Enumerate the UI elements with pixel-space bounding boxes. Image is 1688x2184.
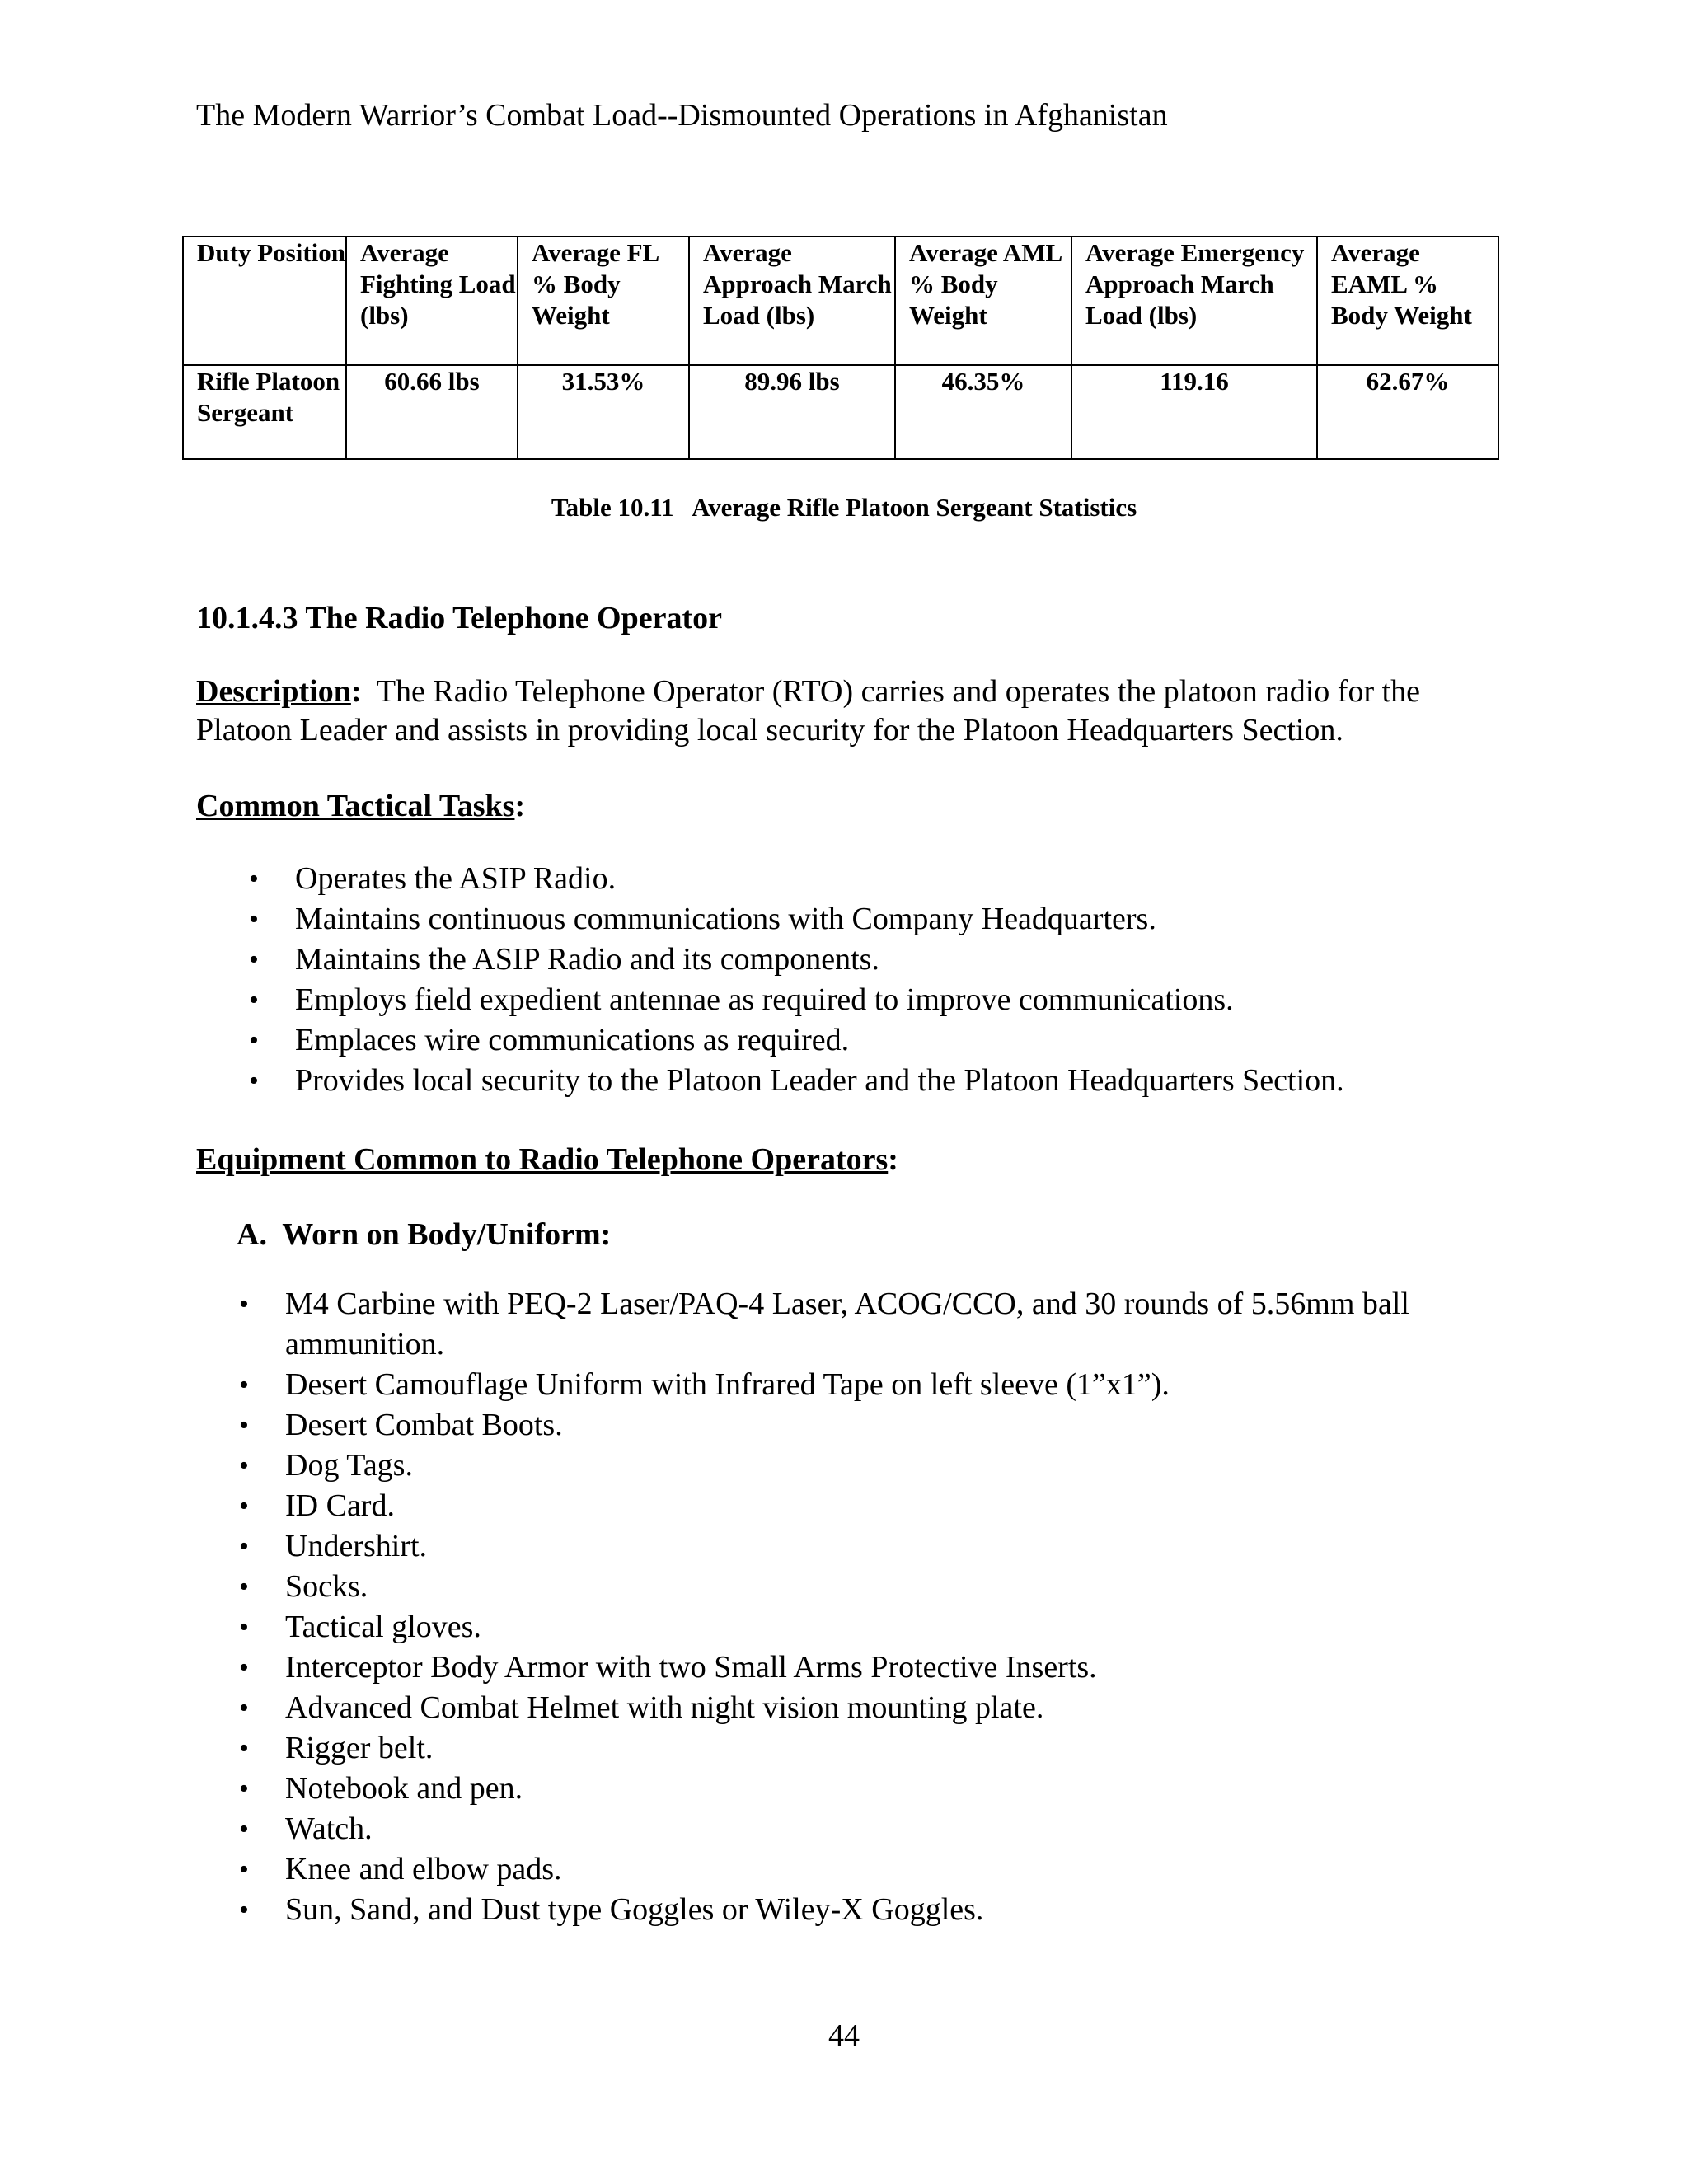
bullet-icon: • bbox=[249, 864, 259, 894]
bullet-icon: • bbox=[249, 944, 259, 975]
bullet-icon: • bbox=[239, 1531, 249, 1562]
list-item-text: Undershirt. bbox=[285, 1529, 428, 1563]
table-caption: Table 10.11 Average Rifle Platoon Sergeant Statistics bbox=[551, 493, 1137, 522]
list-item-text: Socks. bbox=[285, 1569, 368, 1604]
list-item bbox=[239, 1567, 1505, 1607]
list-item-text: Knee and elbow pads. bbox=[285, 1852, 562, 1886]
column-header: Average Approach March Load (lbs) bbox=[689, 237, 895, 365]
column-header: Duty Position bbox=[183, 237, 346, 365]
list-item bbox=[239, 1526, 1505, 1567]
statistics-table bbox=[182, 236, 1499, 460]
bullet-icon: • bbox=[239, 1693, 249, 1723]
worn-on-body-heading: A. Worn on Body/Uniform: bbox=[237, 1217, 612, 1252]
list-item-text: Desert Camouflage Uniform with Infrared Tape on left sleeve (1”x1”). bbox=[285, 1367, 1170, 1402]
list-item-text: Tactical gloves. bbox=[285, 1610, 481, 1644]
page-number: 44 bbox=[828, 2018, 860, 2053]
bullet-icon: • bbox=[249, 1066, 259, 1096]
list-item-text: Watch. bbox=[285, 1811, 373, 1846]
table-cell: 89.96 lbs bbox=[689, 365, 895, 459]
tactical-tasks-list bbox=[249, 859, 1344, 1101]
list-item-text: Employs field expedient antennae as required to improve communications. bbox=[295, 982, 1234, 1017]
list-item-text: Advanced Combat Helmet with night vision mounting plate. bbox=[285, 1690, 1044, 1725]
bullet-icon: • bbox=[239, 1854, 249, 1885]
table-cell: 62.67% bbox=[1317, 365, 1498, 459]
list-item bbox=[239, 1728, 1505, 1769]
table-cell: 119.16 bbox=[1071, 365, 1317, 459]
bullet-icon: • bbox=[239, 1451, 249, 1481]
description-text: The Radio Telephone Operator (RTO) carries and operates the platoon radio for the Platoon Leader and assists in providing local security for the Platoon Headquarters Section. bbox=[196, 674, 1428, 748]
list-item-text: Notebook and pen. bbox=[285, 1771, 523, 1806]
column-header: Average EAML % Body Weight bbox=[1317, 237, 1498, 365]
list-item-text: Maintains the ASIP Radio and its components. bbox=[295, 942, 879, 977]
bullet-icon: • bbox=[249, 985, 259, 1015]
bullet-icon: • bbox=[239, 1289, 249, 1319]
bullet-icon: • bbox=[239, 1612, 249, 1643]
section-heading: 10.1.4.3 The Radio Telephone Operator bbox=[196, 601, 722, 635]
bullet-icon: • bbox=[249, 1025, 259, 1056]
bullet-icon: • bbox=[239, 1410, 249, 1441]
list-item bbox=[239, 1486, 1505, 1526]
bullet-icon: • bbox=[239, 1572, 249, 1602]
bullet-icon: • bbox=[239, 1814, 249, 1844]
bullet-icon: • bbox=[239, 1774, 249, 1804]
list-item-text: Maintains continuous communications with Company Headquarters. bbox=[295, 902, 1156, 936]
list-item bbox=[239, 1849, 1505, 1890]
column-header: Average FL % Body Weight bbox=[518, 237, 689, 365]
list-item bbox=[249, 1020, 1344, 1061]
list-item bbox=[239, 1365, 1505, 1405]
table-cell-duty-position: Rifle Platoon Sergeant bbox=[183, 365, 346, 459]
list-item bbox=[249, 980, 1344, 1020]
list-item-text: M4 Carbine with PEQ-2 Laser/PAQ-4 Laser, ACOG/CCO, and 30 rounds of 5.56mm ball ammunition. bbox=[285, 1286, 1409, 1361]
running-header: The Modern Warrior’s Combat Load--Dismounted Operations in Afghanistan bbox=[196, 98, 1168, 133]
list-item bbox=[249, 859, 1344, 899]
worn-items-list bbox=[239, 1284, 1505, 1930]
list-item-text: Rigger belt. bbox=[285, 1731, 434, 1765]
list-item-text: Dog Tags. bbox=[285, 1448, 413, 1483]
list-item-text: Interceptor Body Armor with two Small Arms Protective Inserts. bbox=[285, 1650, 1097, 1685]
table-cell: 60.66 lbs bbox=[346, 365, 518, 459]
list-item-text: Emplaces wire communications as required. bbox=[295, 1023, 850, 1057]
list-item bbox=[239, 1688, 1505, 1728]
tasks-heading: Common Tactical Tasks: bbox=[196, 789, 526, 823]
table-cell: 31.53% bbox=[518, 365, 689, 459]
list-item bbox=[249, 899, 1344, 940]
list-item-text: ID Card. bbox=[285, 1488, 395, 1523]
list-item-text: Operates the ASIP Radio. bbox=[295, 861, 617, 896]
list-item bbox=[249, 1061, 1344, 1101]
list-item bbox=[239, 1405, 1505, 1446]
bullet-icon: • bbox=[249, 904, 259, 935]
list-item bbox=[239, 1890, 1505, 1930]
list-item bbox=[239, 1769, 1505, 1809]
description-label: Description bbox=[196, 674, 351, 709]
column-header: Average Emergency Approach March Load (lbs) bbox=[1071, 237, 1317, 365]
list-item bbox=[239, 1607, 1505, 1647]
bullet-icon: • bbox=[239, 1652, 249, 1683]
equipment-heading: Equipment Common to Radio Telephone Operators: bbox=[196, 1142, 898, 1177]
table-row bbox=[183, 365, 1498, 459]
list-item bbox=[249, 940, 1344, 980]
list-item bbox=[239, 1446, 1505, 1486]
bullet-icon: • bbox=[239, 1491, 249, 1521]
list-item bbox=[239, 1284, 1505, 1365]
bullet-icon: • bbox=[239, 1370, 249, 1400]
column-header: Average AML % Body Weight bbox=[895, 237, 1071, 365]
table-header-row bbox=[183, 237, 1498, 365]
list-item bbox=[239, 1809, 1505, 1849]
table-cell: 46.35% bbox=[895, 365, 1071, 459]
description-paragraph: Description: The Radio Telephone Operator (RTO) carries and operates the platoon radio for the Platoon Leader and assists in providing local security for the Platoon Headquarters Section. bbox=[196, 674, 1428, 748]
column-header: Average Fighting Load (lbs) bbox=[346, 237, 518, 365]
bullet-icon: • bbox=[239, 1895, 249, 1925]
bullet-icon: • bbox=[239, 1733, 249, 1764]
list-item-text: Desert Combat Boots. bbox=[285, 1408, 563, 1442]
list-item-text: Provides local security to the Platoon Leader and the Platoon Headquarters Section. bbox=[295, 1063, 1344, 1098]
list-item bbox=[239, 1647, 1505, 1688]
list-item-text: Sun, Sand, and Dust type Goggles or Wiley-X Goggles. bbox=[285, 1892, 984, 1927]
